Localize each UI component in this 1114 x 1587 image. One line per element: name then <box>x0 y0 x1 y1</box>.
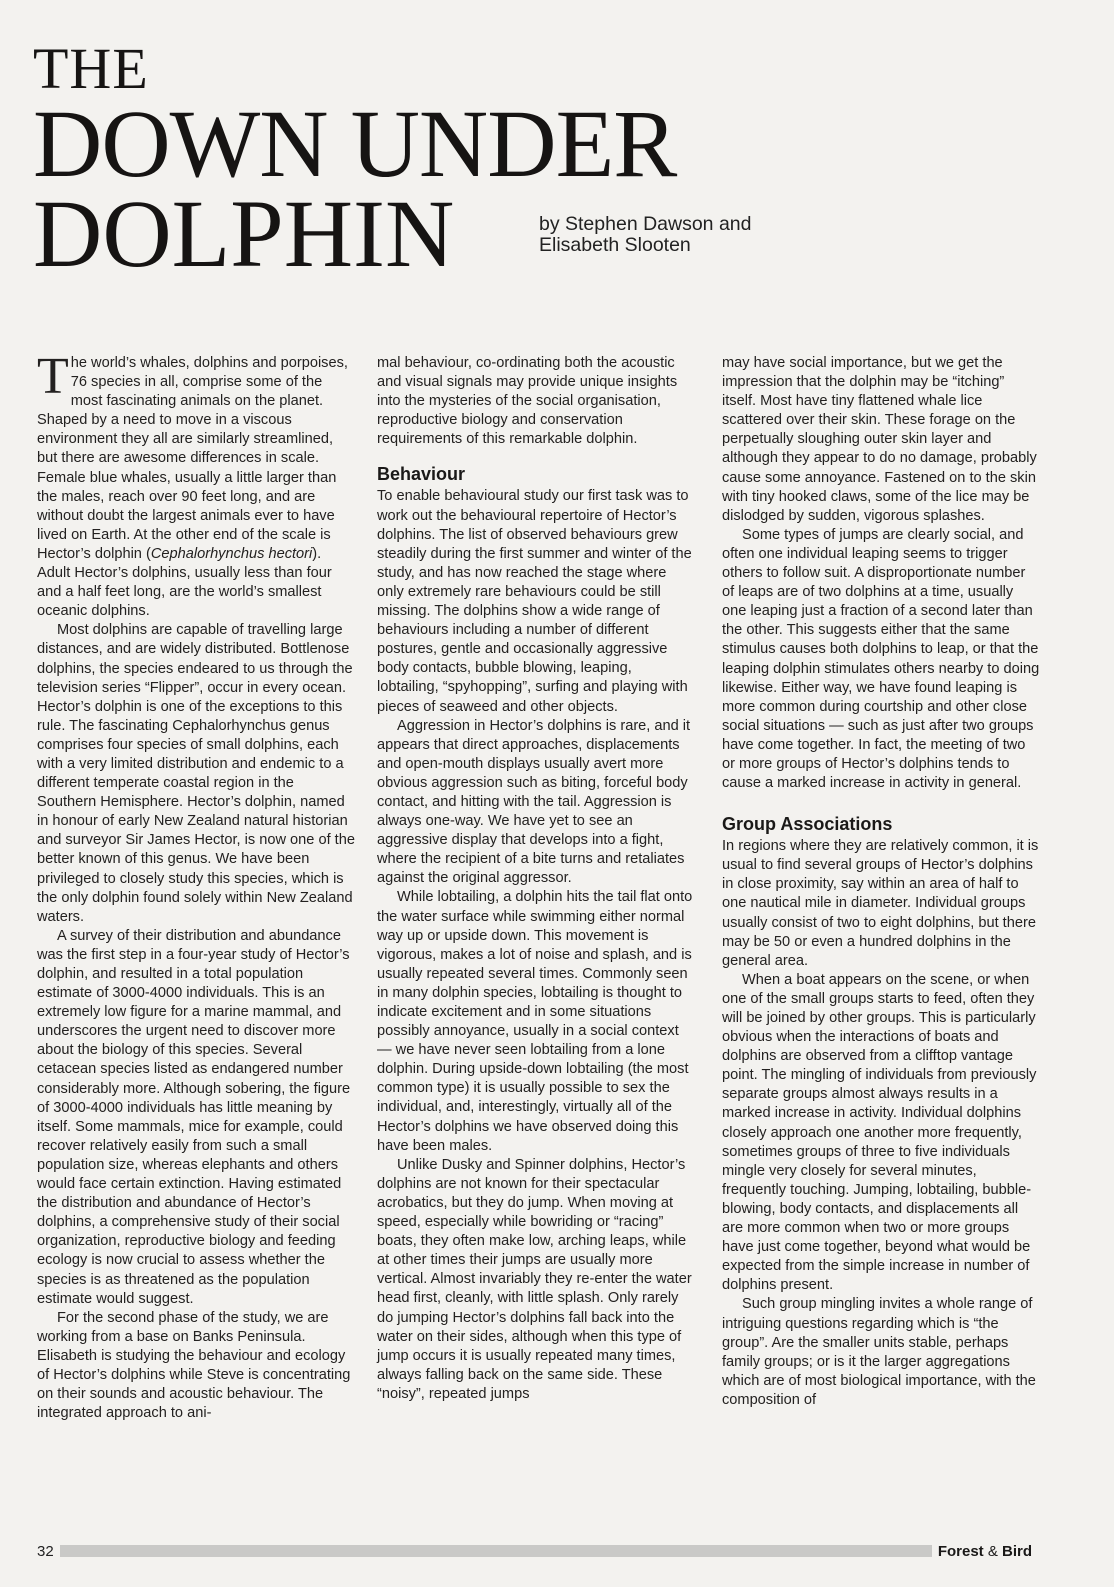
publication-name: Forest & Bird <box>937 1542 1032 1560</box>
article-column-1 <box>37 348 355 1423</box>
species-name: Cephalorhynchus hectori <box>150 545 313 562</box>
paragraph: To enable behavioural study our first task was to work out the behavioural repertoire of Hector’s dolphins. The list of observed behaviours grew steadily during the first summer and winter of the study, and has now reached the stage where only extremely rare behaviours could be still missing. The dolphins show a wide range of behaviours including a number of different postures, gentle and occasionally aggressive body contacts, bubble blowing, leaping, lobtailing, “spyhopping”, surfing and playing with pieces of seaweed and other objects. <box>377 488 692 715</box>
article-column-3 <box>722 354 1040 1410</box>
byline <box>539 214 751 256</box>
paragraph: Most dolphins are capable of travelling large distances, and are widely distributed. Bottlenose dolphins, the species endeared to us through the television series “Flipper”, occur in every ocean. Hector’s dolphin is one of the exceptions to this rule. The fascinating Cephalorhynchus genus comprises four species of small dolphins, each with a very limited distribution and endemic to a different temperate coastal region in the Southern Hemisphere. Hector’s dolphin, named in honour of early New Zealand natural historian and surveyor Sir James Hector, is now one of the better known of this genus. We have been privileged to closely study this species, which is the only dolphin found solely within New Zealand waters. <box>37 622 355 925</box>
paragraph: The world’s whales, dolphins and porpoises, 76 species in all, comprise some of the most fascinating animals on the planet. Shaped by a need to move in a viscous environment they all are similarly streamlined, but there are awesome differences in scale. Female blue whales, usually a little larger than the males, reach over 90 feet long, and are without doubt the largest animals ever to have lived on Earth. At the other end of the scale is Hector’s dolphin (Cephalorhynchus hectori). Adult Hector’s dolphins, usually less than four and a half feet long, are the world’s smallest oceanic dolphins. <box>37 348 348 620</box>
page-number: 32 <box>37 1542 54 1560</box>
paragraph: Aggression in Hector’s dolphins is rare, and it appears that direct approaches, displacements and open-mouth displays usually avert more obvious aggression such as biting, forceful body contact, and hitting with the tail. Aggression is always one-way. We have yet to see an aggressive display that develops into a fight, where the recipient of a bite turns and retaliates against the original aggressor. <box>377 717 691 887</box>
title-line-the: THE <box>33 36 149 101</box>
title-line-down-under: DOWN UNDER <box>33 90 677 197</box>
paragraph: Some types of jumps are clearly social, and often one individual leaping seems to trigger others to follow suit. A disproportionate number of leaps are of two dolphins at a time, usually one leaping just a fraction of a second later than the other. This suggests either that the same stimulus causes both dolphins to leap, or that the leaping dolphin stimulates others nearby to doing likewise. Either way, we have found leaping is more common during courtship and other close social situations — such as just after two groups have come together. In fact, the meeting of two or more groups of Hector’s dolphins tends to cause a marked increase in activity in general. <box>722 526 1040 792</box>
footer-rule <box>60 1545 932 1557</box>
paragraph: While lobtailing, a dolphin hits the tail flat onto the water surface while swimming either normal way up or upside down. This movement is vigorous, makes a lot of noise and splash, and is usually repeated several times. Commonly seen in many dolphin species, lobtailing is thought to indicate excitement and in some situations possibly annoyance, usually in a social context — we have never seen lobtailing from a lone dolphin. During upside-down lobtailing (the most common type) it is usually possible to sex the individual, and, interestingly, virtually all of the Hector’s dolphins we have observed doing this have been males. <box>377 889 693 1154</box>
section-heading-behaviour: Behaviour <box>377 464 466 485</box>
byline-line-2: Elisabeth Slooten <box>539 234 691 256</box>
page-footer <box>37 1540 1032 1562</box>
paragraph: For the second phase of the study, we are working from a base on Banks Peninsula. Elisabeth is studying the behaviour and ecology of Hector’s dolphins while Steve is concentrating on their sounds and acoustic behaviour. The integrated approach to ani- <box>37 1309 351 1422</box>
paragraph: A survey of their distribution and abundance was the first step in a four-year study of Hector’s dolphin, and resulted in a total population estimate of 3000-4000 individuals. This is an extremely low figure for a marine mammal, and underscores the urgent need to discover more about the biology of this species. Several cetacean species listed as endangered number considerably more. Although sobering, the figure of 3000-4000 individuals has little meaning by itself. Some mammals, mice for example, could recover relatively easily from such a small population size, whereas elephants and others would face certain extinction. Having estimated the distribution and abundance of Hector’s dolphins, a comprehensive study of their social organization, reproductive biology and feeding ecology is now crucial to assess whether the species is as threatened as the population estimate would suggest. <box>37 927 351 1307</box>
byline-line-1: by Stephen Dawson and <box>539 213 752 235</box>
paragraph: mal behaviour, co-ordinating both the acoustic and visual signals may provide unique insights into the mysteries of the social organisation, reproductive biology and conservation requirements of this remarkable dolphin. <box>377 355 678 448</box>
article-column-2 <box>377 354 695 1404</box>
title-line-dolphin: DOLPHIN <box>33 180 455 287</box>
section-heading-group-associations: Group Associations <box>722 814 893 835</box>
paragraph: In regions where they are relatively common, it is usual to find several groups of Hector’s dolphins in close proximity, say within an area of half to one nautical mile in diameter. Individual groups usually consist of two to eight dolphins, but there may be 50 or even a hundred dolphins in the general area. <box>722 838 1039 969</box>
paragraph: Such group mingling invites a whole range of intriguing questions regarding which is “the group”. Are the smaller units stable, perhaps family groups; or is it the larger aggregations which are of most biological importance, with the composition of <box>722 1296 1036 1408</box>
paragraph: When a boat appears on the scene, or when one of the small groups starts to feed, often they will be joined by other groups. This is particularly obvious when the interactions of boats and dolphins are observed from a clifftop vantage point. The mingling of individuals from previously separate groups almost always results in a marked increase in activity. Individual dolphins closely approach one another more frequently, sometimes groups of three to five individuals mingle very closely for several minutes, frequently touching. Jumping, lobtailing, bubble-blowing, body contacts, and displacements all are more common when two or more groups have just come together, beyond what would be expected from the simple increase in number of dolphins present. <box>722 971 1037 1294</box>
paragraph: may have social importance, but we get the impression that the dolphin may be “itching” itself. Most have tiny flattened whale lice scattered over their skin. These forage on the perpetually sloughing outer skin layer and although they appear to do no damage, probably cause some annoyance. Fastened on to the skin with tiny hooked claws, some of the lice may be dislodged by sudden, vigorous splashes. <box>722 355 1037 524</box>
drop-cap: T <box>37 348 69 405</box>
paragraph: Unlike Dusky and Spinner dolphins, Hector’s dolphins are not known for their spectacular acrobatics, but they do jump. When moving at speed, especially while bowriding or “racing” boats, they often make low, arching leaps, while at other times their jumps are usually more vertical. Almost invariably they re-enter the water head first, cleanly, with little splash. Only rarely do jumping Hector’s dolphins fall back into the water on their sides, although when this type of jump occurs it is usually repeated many times, always falling back on the same side. These “noisy”, repeated jumps <box>377 1156 692 1402</box>
